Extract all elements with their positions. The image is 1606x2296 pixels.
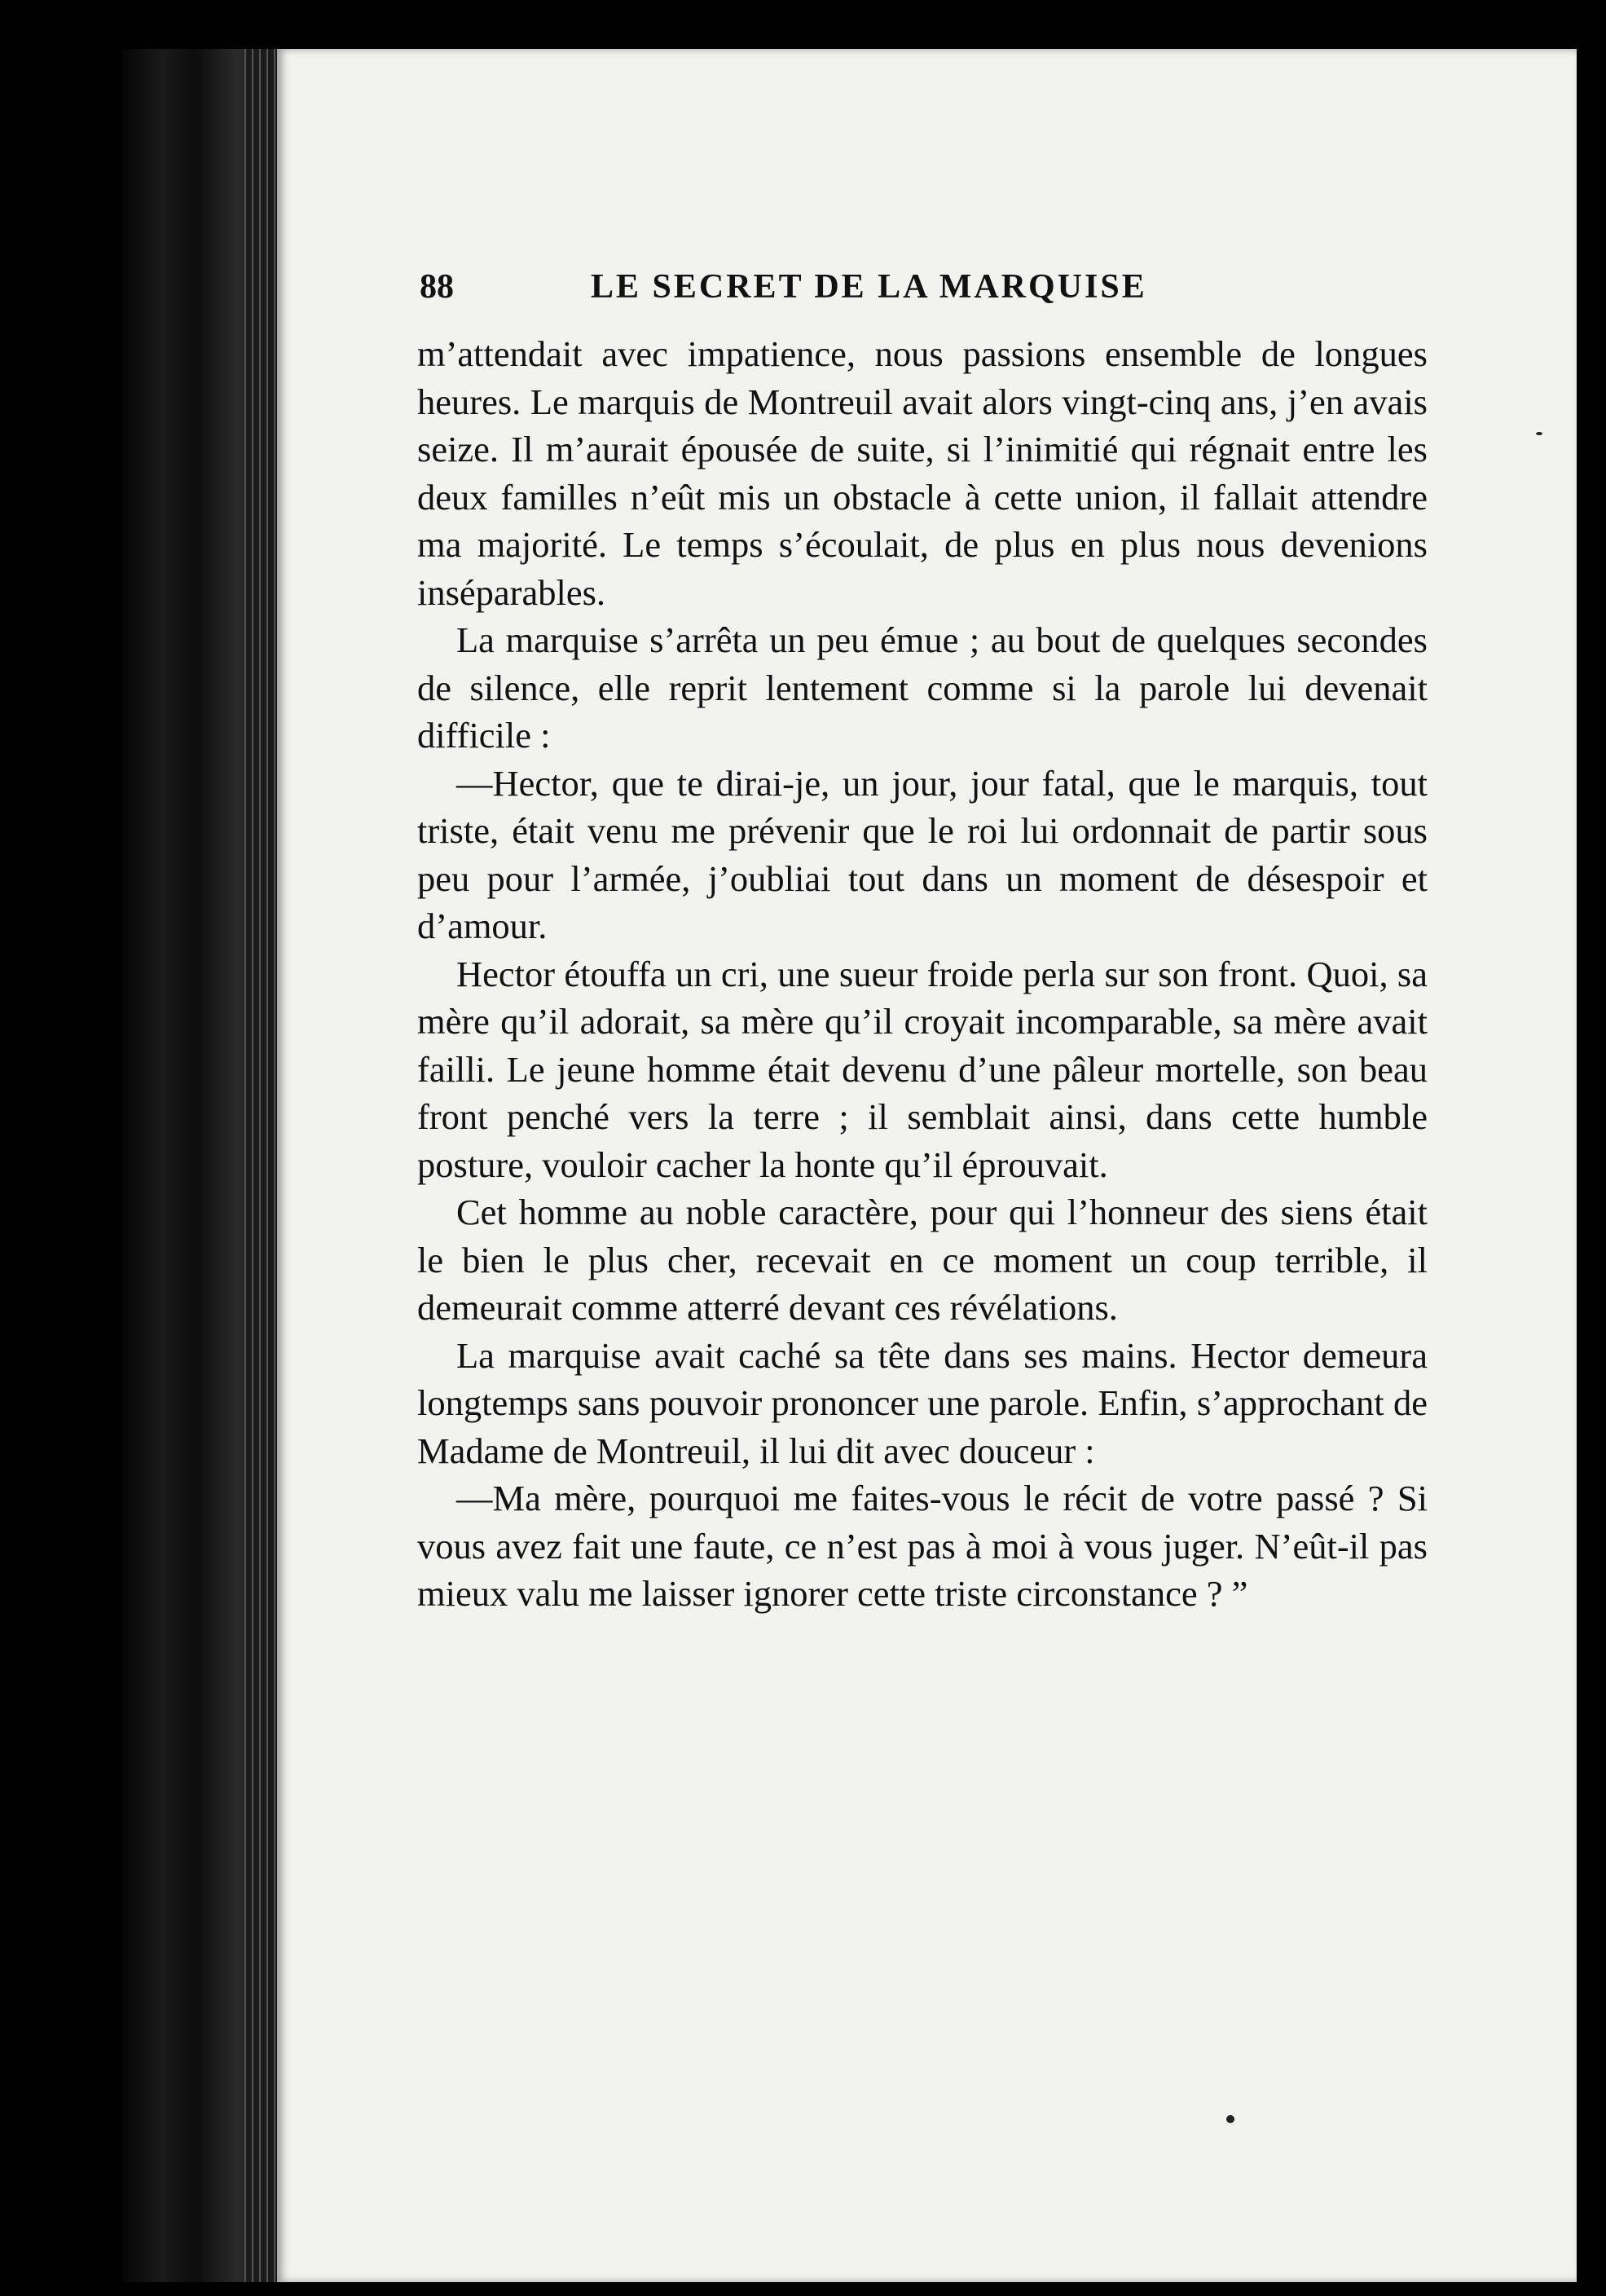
paragraph: —Ma mère, pourquoi me faites-vous le récit de votre passé ? Si vous avez fait une faute, ce n’est pas à moi à vous juger. N’eût-il pas mieux valu me laisser ignorer cette triste circonstance ? ” <box>417 1478 1428 1614</box>
paragraph: —Hector, que te dirai-je, un jour, jour fatal, que le marquis, tout triste, était venu me prévenir que le roi lui ordonnait de partir sous peu pour l’armée, j’oubliai tout dans un moment de désespoir et d’amour. <box>417 762 1428 946</box>
paragraph: La marquise s’arrêta un peu émue ; au bout de quelques secondes de silence, elle reprit lentement comme si la parole lui devenait difficile : <box>417 619 1428 756</box>
scan-border <box>1577 49 1606 2282</box>
page-header <box>420 267 1544 316</box>
ink-speck <box>1226 2115 1234 2123</box>
body-text <box>417 330 1428 1618</box>
book-page <box>277 49 1577 2282</box>
paragraph: m’attendait avec impatience, nous passions ensemble de longues heures. Le marquis de Montreuil avait alors vingt-cinq ans, j’en avais seize. Il m’aurait épousée de suite, si l’inimitié qui régnait entre les deux familles n’eût mis un obstacle à cette union, il fallait attendre ma majorité. Le temps s’écoulait, de plus en plus nous devenions inséparables. <box>417 333 1428 613</box>
ink-speck <box>1536 432 1542 435</box>
paragraph: Cet homme au noble caractère, pour qui l’honneur des siens était le bien le plus cher, recevait en ce moment un coup terrible, il demeurait comme atterré devant ces révélations. <box>417 1192 1428 1328</box>
running-title: LE SECRET DE LA MARQUISE <box>591 268 1147 306</box>
paragraph: Hector étouffa un cri, une sueur froide perla sur son front. Quoi, sa mère qu’il adorait, sa mère qu’il croyait incomparable, sa mère avait failli. Le jeune homme était devenu d’une pâleur mortelle, son beau front penché vers la terre ; il semblait ainsi, dans cette humble posture, vouloir cacher la honte qu’il éprouvait. <box>417 953 1428 1185</box>
page-number: 88 <box>420 268 454 306</box>
paragraph: La marquise avait caché sa tête dans ses mains. Hector demeura longtemps sans pouvoir prononcer une parole. Enfin, s’approchant de Madame de Montreuil, il lui dit avec douceur : <box>417 1334 1428 1471</box>
